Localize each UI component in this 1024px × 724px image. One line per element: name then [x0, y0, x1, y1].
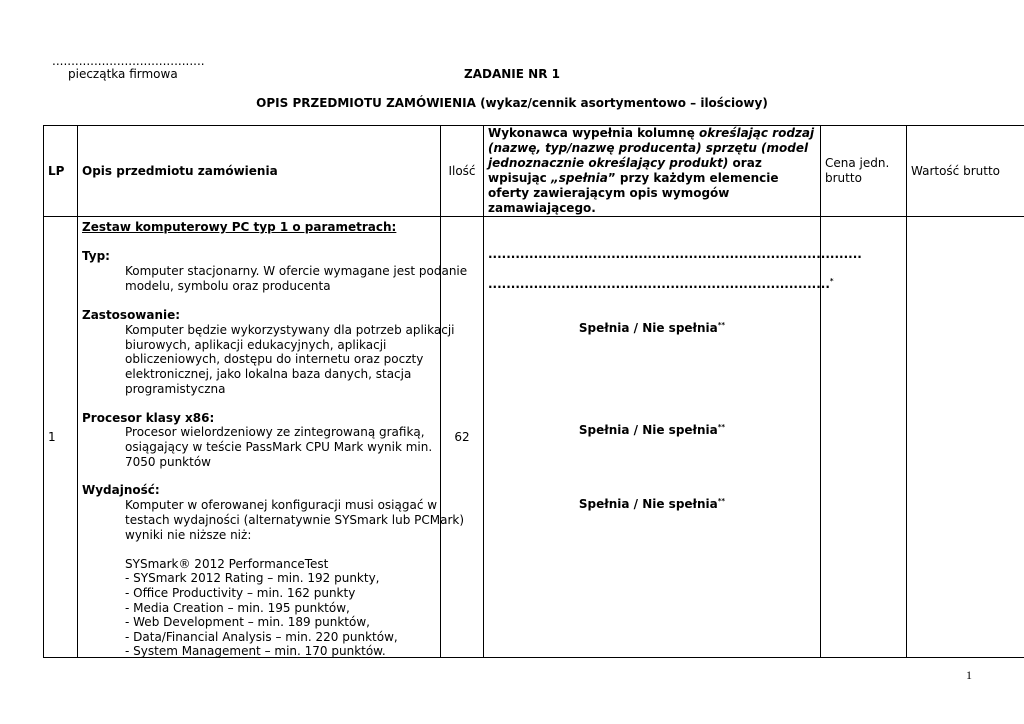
fill-dots-line-1: ..................................................................................: [488, 247, 862, 261]
desc-line: osiągający w teście PassMark CPU Mark wynik min.: [125, 440, 433, 454]
col-header-cena: Cena jedn. brutto: [821, 126, 907, 217]
desc-line: elektronicznej, jako lokalna baza danych, stacja: [125, 367, 412, 381]
spelnia-text: Spełnia / Nie spełnia: [578, 321, 718, 335]
desc-line: - SYSmark 2012 Rating – min. 192 punkty,: [125, 571, 380, 585]
desc-line: - Data/Financial Analysis – min. 220 punktów,: [125, 630, 398, 644]
footnote-mark: **: [717, 497, 726, 505]
desc-line: wyniki nie niższe niż:: [125, 528, 252, 542]
desc-heading-procesor: Procesor klasy x86:: [82, 411, 215, 425]
order-table: [43, 125, 1024, 658]
spelnia-text: Spełnia / Nie spełnia: [578, 423, 718, 437]
page-number: 1: [966, 668, 972, 682]
wyk-text-5: ” przy każdym elemencie oferty zawierającym opis wymogów zamawiającego.: [488, 171, 779, 215]
row-description: [78, 217, 468, 658]
desc-line: - System Management – min. 170 punktów.: [125, 644, 386, 658]
desc-line: - Media Creation – min. 195 punktów,: [125, 601, 350, 615]
wyk-text-1: Wykonawca wypełnia kolumnę: [488, 126, 700, 140]
wyk-text-2: określając rodzaj (nazwę, typ/nazwę producenta) sprzętu (model jednoznacznie określający produkt): [488, 126, 815, 170]
wyk-text-3: oraz wpisując: [488, 156, 762, 185]
spelnia-option: [488, 497, 816, 512]
desc-line: 7050 punktów: [125, 455, 211, 469]
desc-line: SYSmark® 2012 PerformanceTest: [125, 557, 329, 571]
desc-heading-typ: Typ:: [82, 249, 110, 263]
desc-line: programistyczna: [125, 382, 226, 396]
col-header-wykonawca: [484, 126, 821, 217]
spelnia-text: Spełnia / Nie spełnia: [578, 497, 718, 511]
desc-line: modelu, symbolu oraz producenta: [125, 279, 331, 293]
row-lp: 1: [44, 217, 78, 658]
col-header-wartosc: Wartość brutto: [907, 126, 1024, 217]
desc-line: Komputer w oferowanej konfiguracji musi osiągać w: [125, 498, 438, 512]
table-row: [44, 217, 1024, 658]
stamp-dots: ........................................: [52, 54, 205, 68]
stamp-label: pieczątka firmowa: [68, 67, 178, 81]
footnote-mark: *: [829, 277, 834, 285]
fill-dots-text: ...........................................................................: [488, 277, 830, 291]
row-quantity: 62: [441, 217, 484, 658]
desc-line: - Office Productivity – min. 162 punkty: [125, 586, 356, 600]
footnote-mark: **: [717, 321, 726, 329]
col-header-opis: Opis przedmiotu zamówienia: [78, 126, 441, 217]
row-total-value: [907, 217, 1024, 658]
desc-line: obliczeniowych, dostępu do internetu oraz poczty: [125, 352, 424, 366]
task-title: ZADANIE NR 1: [464, 67, 560, 81]
desc-line: Procesor wielordzeniowy ze zintegrowaną grafiką,: [125, 425, 425, 439]
spelnia-option: [488, 423, 816, 438]
desc-line: - Web Development – min. 189 punktów,: [125, 615, 370, 629]
desc-line: Komputer będzie wykorzystywany dla potrzeb aplikacji: [125, 323, 455, 337]
desc-line: testach wydajności (alternatywnie SYSmark lub PCMark): [125, 513, 465, 527]
col-header-ilosc: Ilość: [441, 126, 484, 217]
desc-title: Zestaw komputerowy PC typ 1 o parametrach:: [82, 220, 397, 234]
desc-heading-zastosowanie: Zastosowanie:: [82, 308, 181, 322]
wyk-text-4: „spełnia: [550, 171, 608, 185]
desc-heading-wydajnosc: Wydajność:: [82, 483, 160, 497]
footnote-mark: **: [717, 423, 726, 431]
desc-line: biurowych, aplikacji edukacyjnych, aplikacji: [125, 338, 387, 352]
subject-title: OPIS PRZEDMIOTU ZAMÓWIENIA (wykaz/cennik asortymentowo – ilościowy): [256, 96, 768, 110]
row-contractor-fill: [484, 217, 862, 658]
col-header-lp: LP: [44, 126, 78, 217]
spelnia-option: [488, 321, 816, 336]
table-header-row: [44, 126, 1024, 217]
fill-dots-line-2: [488, 277, 834, 292]
desc-line: Komputer stacjonarny. W ofercie wymagane jest podanie: [125, 264, 468, 278]
